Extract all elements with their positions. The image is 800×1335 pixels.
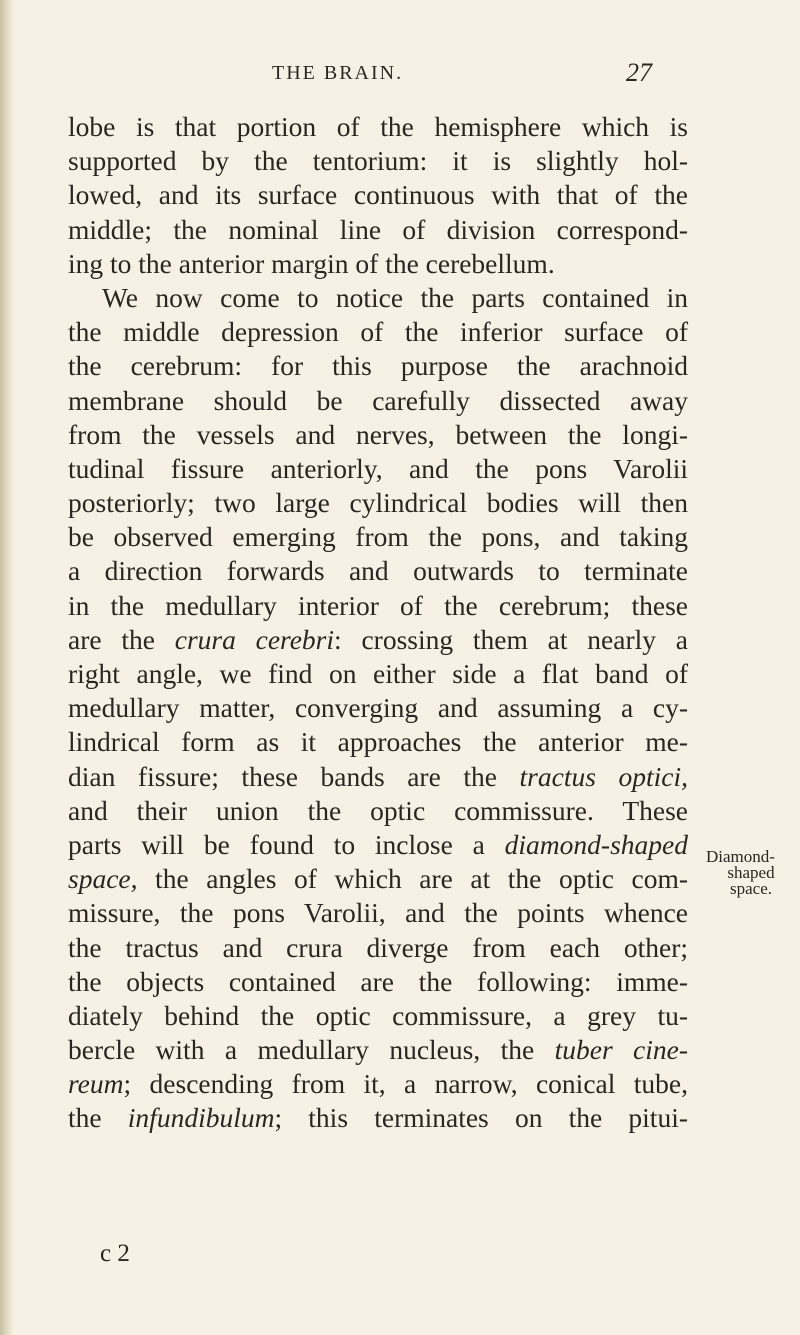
text-run: ; this terminates on the pitui- — [274, 1102, 688, 1134]
text-run: the objects contained are the following: imme- — [68, 965, 688, 997]
text-line — [68, 691, 688, 725]
page-gutter-shadow — [0, 0, 14, 1335]
text-run: the middle depression of the inferior surface of — [68, 316, 688, 348]
text-line — [68, 384, 688, 418]
text-run: lindrical form as it approaches the anterior me- — [68, 726, 688, 758]
text-line — [68, 589, 688, 623]
text-run: the — [68, 1102, 128, 1134]
text-line — [68, 178, 688, 212]
text-run: be observed emerging from the pons, and taking — [68, 521, 688, 553]
italic-term: diamond-shaped — [504, 828, 688, 860]
text-run: We now come to notice the parts contained in — [102, 281, 688, 313]
text-line — [68, 520, 688, 554]
text-line — [68, 1033, 688, 1067]
text-run: lobe is that portion of the hemisphere which is — [68, 111, 688, 142]
text-run: parts will be found to inclose a — [68, 828, 505, 860]
text-line — [68, 315, 688, 349]
text-line — [68, 999, 688, 1033]
text-run: tudinal fissure anteriorly, and the pons Varolii — [68, 452, 688, 484]
margin-note-line: shaped — [727, 863, 775, 882]
text-line — [68, 418, 688, 452]
italic-term: reum — [68, 1068, 124, 1100]
text-line — [68, 965, 688, 999]
text-run: in the medullary interior of the cerebrum; these — [68, 589, 688, 621]
text-line — [68, 554, 688, 588]
signature-mark: c 2 — [100, 1240, 130, 1267]
text-line — [68, 725, 688, 759]
text-line — [68, 349, 688, 383]
text-run: are the — [68, 623, 175, 655]
italic-term: space, — [68, 863, 138, 895]
text-run: missure, the pons Varolii, and the points whence — [68, 897, 688, 929]
text-line — [68, 862, 688, 896]
text-line — [68, 213, 688, 247]
text-line — [68, 486, 688, 520]
text-run: right angle, we find on either side a flat band of — [68, 658, 688, 689]
text-line — [68, 281, 688, 315]
text-line — [68, 247, 688, 281]
text-run: the angles of which are at the optic com- — [137, 863, 688, 895]
italic-term: crura cerebri — [174, 623, 335, 655]
text-line — [68, 452, 688, 486]
text-line — [68, 794, 688, 828]
page-number: 27 — [626, 58, 652, 87]
text-run: diately behind the optic commissure, a grey tu- — [68, 999, 688, 1031]
running-title: THE BRAIN. — [272, 62, 404, 84]
text-run: supported by the tentorium: it is slightly hol- — [68, 145, 688, 177]
text-line — [68, 1101, 688, 1135]
text-line — [68, 828, 688, 862]
italic-term: infundibulum — [127, 1102, 275, 1134]
margin-note-line: space. — [729, 879, 772, 898]
text-run: the cerebrum: for this purpose the arachnoid — [68, 350, 688, 382]
text-line — [68, 1067, 688, 1101]
italic-term: tractus optici, — [519, 760, 688, 792]
text-run: lowed, and its surface continuous with that of the — [68, 179, 688, 211]
text-run: ing to the anterior margin of the cerebellum. — [68, 247, 555, 279]
text-line — [68, 760, 688, 794]
text-run: : crossing them at nearly a — [334, 623, 688, 655]
text-line — [68, 623, 688, 657]
text-line — [68, 657, 688, 691]
text-run: posteriorly; two large cylindrical bodies will then — [68, 487, 688, 519]
text-run: medullary matter, converging and assuming a cy- — [68, 692, 688, 724]
text-run: a direction forwards and outwards to terminate — [68, 555, 688, 587]
text-line — [68, 144, 688, 178]
text-line — [68, 896, 688, 930]
text-run: membrane should be carefully dissected away — [68, 384, 688, 416]
text-run: bercle with a medullary nucleus, the — [68, 1034, 555, 1066]
text-run: the tractus and crura diverge from each other; — [68, 931, 688, 963]
text-line — [68, 110, 688, 144]
text-run: middle; the nominal line of division correspond- — [68, 213, 688, 245]
margin-note-line: Diamond- — [706, 847, 775, 866]
body-text — [68, 110, 688, 1136]
text-run: and their union the optic commissure. These — [68, 794, 688, 826]
italic-term: tuber cine- — [554, 1034, 688, 1066]
text-run: dian fissure; these bands are the — [68, 760, 520, 792]
text-run: ; descending from it, a narrow, conical tube, — [123, 1068, 688, 1100]
text-run: from the vessels and nerves, between the longi- — [68, 418, 688, 450]
margin-note — [706, 849, 796, 897]
text-line — [68, 931, 688, 965]
